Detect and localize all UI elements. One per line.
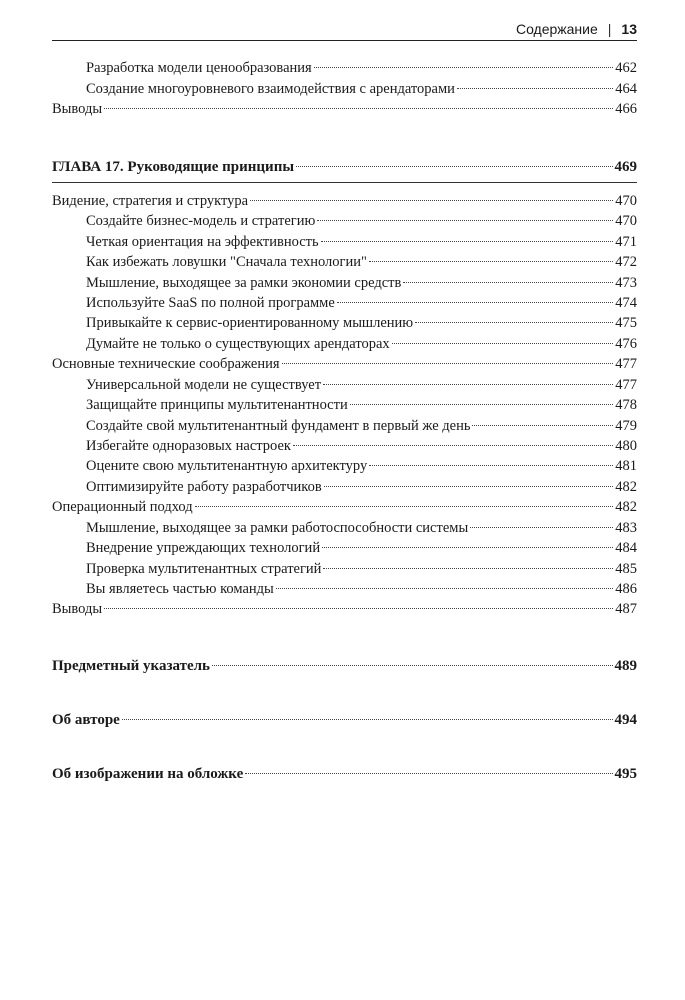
toc-entry[interactable] — [52, 538, 637, 558]
dot-leader — [403, 282, 613, 283]
chapter-divider — [52, 182, 637, 183]
dot-leader — [457, 88, 613, 89]
toc-entry-title: Создайте свой мультитенантный фундамент в первый же день — [86, 418, 471, 434]
dot-leader — [322, 547, 613, 548]
toc-entry-title: Создание многоуровневого взаимодействия с арендаторами — [86, 81, 455, 97]
toc-entry[interactable] — [52, 395, 637, 415]
dot-leader — [337, 302, 613, 303]
toc-entry-page: 483 — [615, 520, 637, 536]
toc-major-entry[interactable] — [52, 764, 637, 784]
toc-entry-title: Выводы — [52, 601, 103, 617]
page-number: 13 — [621, 21, 637, 37]
toc-entry-page: 470 — [615, 213, 637, 229]
toc-entry[interactable] — [52, 375, 637, 395]
toc-chapter-entry[interactable] — [52, 157, 637, 177]
toc-entry-page: 462 — [615, 60, 637, 76]
dot-leader — [324, 486, 614, 487]
toc-entry-title: Четкая ориентация на эффективность — [86, 234, 319, 250]
dot-leader — [245, 773, 612, 774]
toc-entry-page: 471 — [615, 234, 637, 250]
toc-entry-title: Предметный указатель — [52, 658, 210, 674]
toc-entry-page: 473 — [615, 275, 637, 291]
toc-entry-page: 482 — [615, 499, 637, 515]
dot-leader — [104, 608, 613, 609]
toc-entry[interactable] — [52, 232, 637, 252]
toc-entry-page: 478 — [615, 397, 637, 413]
toc-entry-page: 479 — [615, 418, 637, 434]
toc-entry-page: 470 — [615, 193, 637, 209]
toc-entry[interactable] — [52, 273, 637, 293]
dot-leader — [415, 322, 613, 323]
toc-entry[interactable] — [52, 436, 637, 456]
dot-leader — [282, 363, 614, 364]
dot-leader — [317, 220, 613, 221]
toc-entry[interactable] — [52, 579, 637, 599]
toc-entry-page: 477 — [615, 377, 637, 393]
section-title: Содержание — [515, 21, 598, 37]
toc-entry-page: 494 — [614, 712, 637, 728]
toc-entry-page: 464 — [615, 81, 637, 97]
toc-entry-page: 481 — [615, 458, 637, 474]
toc-entry-title: Внедрение упреждающих технологий — [86, 540, 321, 556]
toc-entry-title: Универсальной модели не существует — [86, 377, 322, 393]
dot-leader — [369, 465, 613, 466]
toc-entry[interactable] — [52, 416, 637, 436]
toc-entry-page: 482 — [615, 479, 637, 495]
toc-entry[interactable] — [52, 497, 637, 517]
dot-leader — [104, 108, 613, 109]
toc-entry-page: 486 — [615, 581, 637, 597]
toc-entry-title: Об авторе — [52, 712, 120, 728]
toc-entry-title: Оптимизируйте работу разработчиков — [86, 479, 322, 495]
toc-entry[interactable] — [52, 456, 637, 476]
dot-leader — [392, 343, 614, 344]
dot-leader — [212, 665, 613, 666]
toc-entry[interactable] — [52, 313, 637, 333]
dot-leader — [293, 445, 613, 446]
toc-entry-title: Основные технические соображения — [52, 356, 280, 372]
toc-entry-title: Оцените свою мультитенантную архитектуру — [86, 458, 368, 474]
toc-entry-title: Привыкайте к сервис-ориентированному мышлению — [86, 315, 414, 331]
toc-entry[interactable] — [52, 79, 637, 99]
dot-leader — [369, 261, 613, 262]
toc-entry-page: 469 — [614, 159, 637, 175]
toc-entry-title: Создайте бизнес-модель и стратегию — [86, 213, 316, 229]
dot-leader — [323, 568, 613, 569]
toc-entry[interactable] — [52, 477, 637, 497]
toc-entry[interactable] — [52, 191, 637, 211]
toc-entry-page: 489 — [614, 658, 637, 674]
toc-entry[interactable] — [52, 334, 637, 354]
toc-entry-title: Мышление, выходящее за рамки экономии средств — [86, 275, 402, 291]
toc-entry-page: 495 — [614, 766, 637, 782]
toc-entry[interactable] — [52, 599, 637, 619]
dot-leader — [122, 719, 613, 720]
toc-entry-page: 476 — [615, 336, 637, 352]
toc-entry-title: Операционный подход — [52, 499, 193, 515]
toc-entry-title: Используйте SaaS по полной программе — [86, 295, 335, 311]
toc-entry-title: Как избежать ловушки "Сначала технологии" — [86, 254, 367, 270]
dot-leader — [276, 588, 613, 589]
toc-entry-page: 477 — [615, 356, 637, 372]
toc-entry-page: 472 — [615, 254, 637, 270]
dot-leader — [296, 166, 612, 167]
toc-major-entry[interactable] — [52, 656, 637, 676]
toc-entry-page: 487 — [615, 601, 637, 617]
toc-entry[interactable] — [52, 518, 637, 538]
toc-entry-page: 466 — [615, 101, 637, 117]
header-separator: | — [607, 21, 612, 37]
toc-entry-title: Защищайте принципы мультитенантности — [86, 397, 348, 413]
toc-entry[interactable] — [52, 559, 637, 579]
toc-entry-title: Разработка модели ценообразования — [86, 60, 312, 76]
dot-leader — [470, 527, 613, 528]
toc-entry[interactable] — [52, 211, 637, 231]
toc-entry-page: 475 — [615, 315, 637, 331]
toc-entry-title: Проверка мультитенантных стратегий — [86, 561, 322, 577]
dot-leader — [321, 241, 614, 242]
toc-entry[interactable] — [52, 293, 637, 313]
running-header — [52, 18, 637, 41]
toc-entry-page: 484 — [615, 540, 637, 556]
dot-leader — [250, 200, 613, 201]
dot-leader — [314, 67, 614, 68]
toc-entry[interactable] — [52, 58, 637, 78]
dot-leader — [350, 404, 614, 405]
toc-entry-title: Думайте не только о существующих арендаторах — [86, 336, 390, 352]
toc-chapter-title: ГЛАВА 17. Руководящие принципы — [52, 159, 295, 175]
toc-entry-title: Вы являетесь частью команды — [86, 581, 274, 597]
dot-leader — [472, 425, 613, 426]
toc-entry[interactable] — [52, 252, 637, 272]
toc-entry-title: Мышление, выходящее за рамки работоспособности системы — [86, 520, 469, 536]
toc-entry-title: Выводы — [52, 101, 103, 117]
toc-entry-title: Об изображении на обложке — [52, 766, 244, 782]
toc-entry-title: Видение, стратегия и структура — [52, 193, 249, 209]
toc-entry-page: 485 — [615, 561, 637, 577]
dot-leader — [323, 384, 613, 385]
toc-entry-page: 480 — [615, 438, 637, 454]
toc-major-entry[interactable] — [52, 710, 637, 730]
toc-entry[interactable] — [52, 99, 637, 119]
toc-entry-page: 474 — [615, 295, 637, 311]
toc-entry-title: Избегайте одноразовых настроек — [86, 438, 291, 454]
toc-entry[interactable] — [52, 354, 637, 374]
dot-leader — [195, 506, 614, 507]
